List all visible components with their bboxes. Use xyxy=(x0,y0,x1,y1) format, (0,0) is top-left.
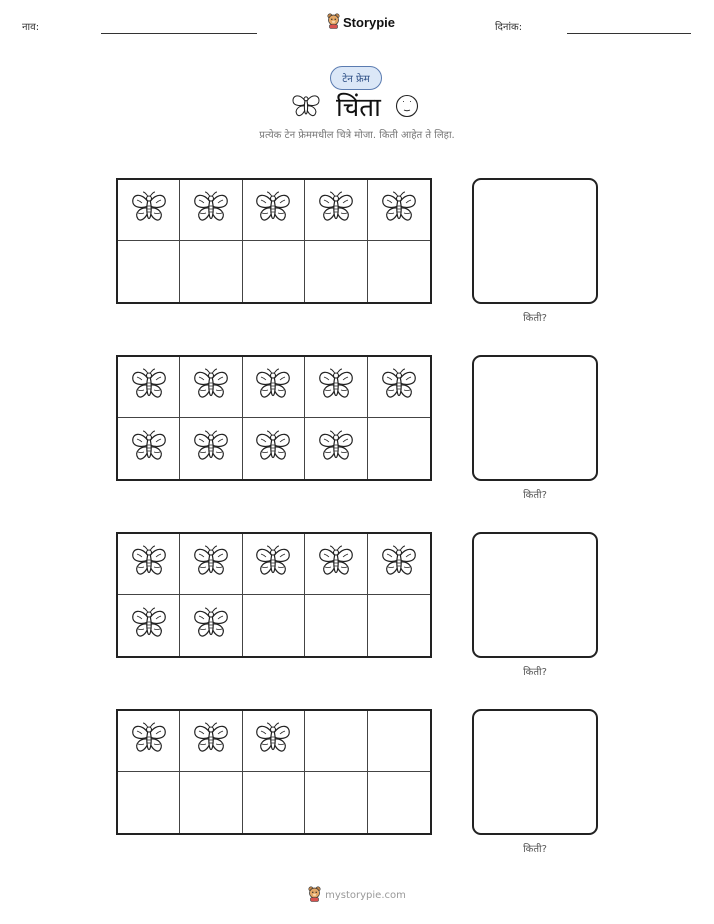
ten-frame xyxy=(116,355,432,481)
butterfly-icon xyxy=(379,191,419,229)
butterfly-icon xyxy=(253,368,293,406)
butterfly-icon xyxy=(316,191,356,229)
ten-frame-cell xyxy=(368,711,430,772)
topic-tag-label: टेन फ्रेम xyxy=(342,74,370,85)
answer-box[interactable] xyxy=(472,532,598,658)
ten-frame-cell xyxy=(368,772,430,833)
butterfly-icon xyxy=(191,722,231,760)
name-write-line[interactable] xyxy=(101,33,257,34)
ten-frame-cell xyxy=(368,595,430,656)
ten-frame-cell xyxy=(180,241,242,302)
ten-frame-cell xyxy=(118,418,180,479)
ten-frame-cell xyxy=(243,357,305,418)
answer-label: किती? xyxy=(523,313,547,324)
ten-frame-cell xyxy=(243,534,305,595)
butterfly-icon xyxy=(191,607,231,645)
ten-frame-cell xyxy=(180,418,242,479)
butterfly-icon xyxy=(253,722,293,760)
butterfly-icon xyxy=(290,92,322,124)
butterfly-icon xyxy=(129,607,169,645)
butterfly-icon xyxy=(316,368,356,406)
butterfly-icon xyxy=(191,368,231,406)
ten-frame-cell xyxy=(118,241,180,302)
butterfly-icon xyxy=(129,191,169,229)
ten-frame xyxy=(116,178,432,304)
name-label: नाव: xyxy=(22,22,40,33)
answer-box[interactable] xyxy=(472,178,598,304)
ten-frame-cell xyxy=(118,534,180,595)
butterfly-icon xyxy=(129,368,169,406)
ten-frame-cell xyxy=(305,711,367,772)
ten-frame-cell xyxy=(118,357,180,418)
topic-tag xyxy=(330,66,382,90)
footer-url[interactable]: mystorypie.com xyxy=(325,890,406,901)
butterfly-icon xyxy=(253,191,293,229)
ten-frame-cell xyxy=(243,418,305,479)
ten-frame-cell xyxy=(368,180,430,241)
butterfly-icon xyxy=(191,545,231,583)
ten-frame-cell xyxy=(305,534,367,595)
worried-face-icon xyxy=(395,94,419,122)
ten-frame-cell xyxy=(180,772,242,833)
ten-frame-cell xyxy=(180,534,242,595)
butterfly-icon xyxy=(379,545,419,583)
ten-frame-cell xyxy=(305,595,367,656)
butterfly-icon xyxy=(129,430,169,468)
ten-frame xyxy=(116,532,432,658)
answer-label: किती? xyxy=(523,490,547,501)
butterfly-icon xyxy=(191,430,231,468)
answer-box[interactable] xyxy=(472,355,598,481)
butterfly-icon xyxy=(379,368,419,406)
ten-frame-cell xyxy=(368,418,430,479)
ten-frame-cell xyxy=(118,772,180,833)
page-title: चिंता xyxy=(336,93,381,123)
butterfly-icon xyxy=(316,545,356,583)
butterfly-icon xyxy=(253,430,293,468)
ten-frame-cell xyxy=(305,357,367,418)
answer-label: किती? xyxy=(523,667,547,678)
butterfly-icon xyxy=(316,430,356,468)
ten-frame-cell xyxy=(305,180,367,241)
instruction-text: प्रत्येक टेन फ्रेममधील चित्रे मोजा. किती आहेत ते लिहा. xyxy=(259,130,455,141)
date-write-line[interactable] xyxy=(567,33,691,34)
ten-frame-cell xyxy=(243,711,305,772)
ten-frame-cell xyxy=(243,595,305,656)
ten-frame-cell xyxy=(180,711,242,772)
butterfly-icon xyxy=(129,722,169,760)
ten-frame-cell xyxy=(180,357,242,418)
brand-name: Storypie xyxy=(343,15,396,30)
brand xyxy=(327,13,395,32)
ten-frame-cell xyxy=(243,180,305,241)
butterfly-icon xyxy=(129,545,169,583)
date-label: दिनांक: xyxy=(495,22,523,33)
ten-frame-cell xyxy=(305,418,367,479)
ten-frame-cell xyxy=(243,241,305,302)
butterfly-icon xyxy=(191,191,231,229)
ten-frame-cell xyxy=(305,772,367,833)
ten-frame-cell xyxy=(118,711,180,772)
ten-frame-cell xyxy=(118,180,180,241)
bear-logo-icon xyxy=(308,886,321,905)
footer xyxy=(0,886,714,905)
ten-frame-cell xyxy=(180,180,242,241)
ten-frame-cell xyxy=(368,534,430,595)
answer-label: किती? xyxy=(523,844,547,855)
ten-frame-cell xyxy=(180,595,242,656)
butterfly-icon xyxy=(253,545,293,583)
bear-logo-icon xyxy=(327,13,340,32)
ten-frame-cell xyxy=(368,357,430,418)
answer-box[interactable] xyxy=(472,709,598,835)
ten-frame-cell xyxy=(243,772,305,833)
ten-frame-cell xyxy=(368,241,430,302)
ten-frame-cell xyxy=(118,595,180,656)
ten-frame xyxy=(116,709,432,835)
ten-frame-cell xyxy=(305,241,367,302)
